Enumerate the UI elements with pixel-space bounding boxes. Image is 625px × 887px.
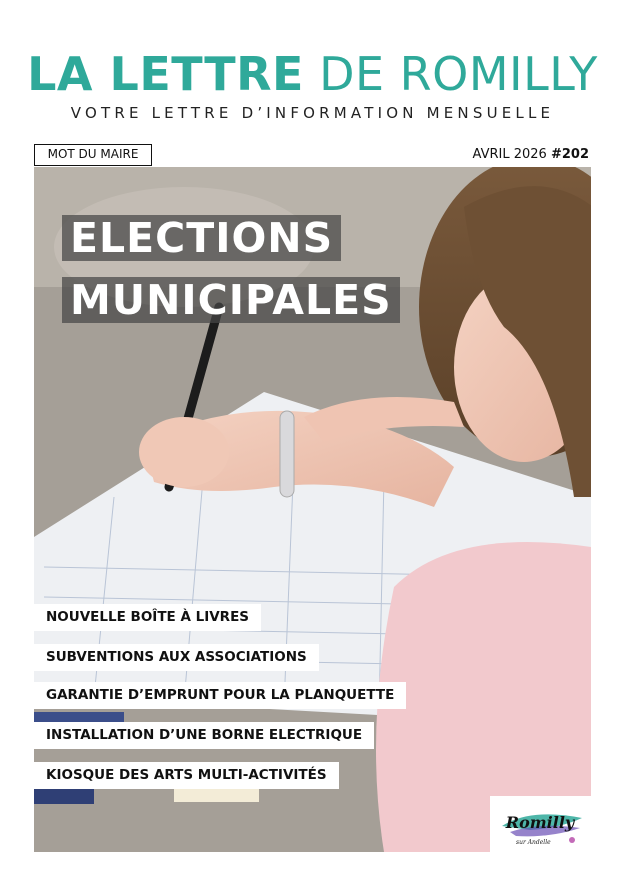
masthead-title — [0, 48, 625, 100]
masthead-subtitle: VOTRE LETTRE D’INFORMATION MENSUELLE — [70, 104, 555, 122]
cover-photo — [34, 167, 591, 852]
logo-flower-dot — [569, 837, 575, 843]
topic-garantie-emprunt[interactable]: GARANTIE D’EMPRUNT POUR LA PLANQUETTE — [34, 682, 406, 709]
topic-kiosque-des-arts[interactable]: KIOSQUE DES ARTS MULTI-ACTIVITÉS — [34, 762, 339, 789]
issue-info — [473, 147, 589, 162]
issue-number: #202 — [550, 147, 589, 162]
hand — [139, 417, 229, 487]
issue-date: AVRIL 2026 — [472, 147, 547, 162]
topic-nouvelle-boite-a-livres[interactable]: NOUVELLE BOÎTE À LIVRES — [34, 604, 261, 631]
headline-line-1: ELECTIONS — [62, 215, 341, 261]
masthead-title-bold: LA LETTRE — [27, 47, 304, 101]
topic-borne-electrique[interactable]: INSTALLATION D’UNE BORNE ELECTRIQUE — [34, 722, 374, 749]
cover-photo-illustration — [34, 167, 591, 852]
headline-line-2: MUNICIPALES — [62, 277, 400, 323]
romilly-logo — [490, 796, 591, 852]
logo-sub: sur Andelle — [516, 839, 551, 846]
masthead-title-light: DE ROMILLY — [319, 47, 598, 101]
logo-name: Romilly — [505, 813, 575, 832]
topic-subventions-associations[interactable]: SUBVENTIONS AUX ASSOCIATIONS — [34, 644, 319, 671]
bracelet — [280, 411, 294, 497]
logo-graphic — [490, 796, 591, 852]
mot-du-maire-tag[interactable]: MOT DU MAIRE — [34, 144, 152, 166]
